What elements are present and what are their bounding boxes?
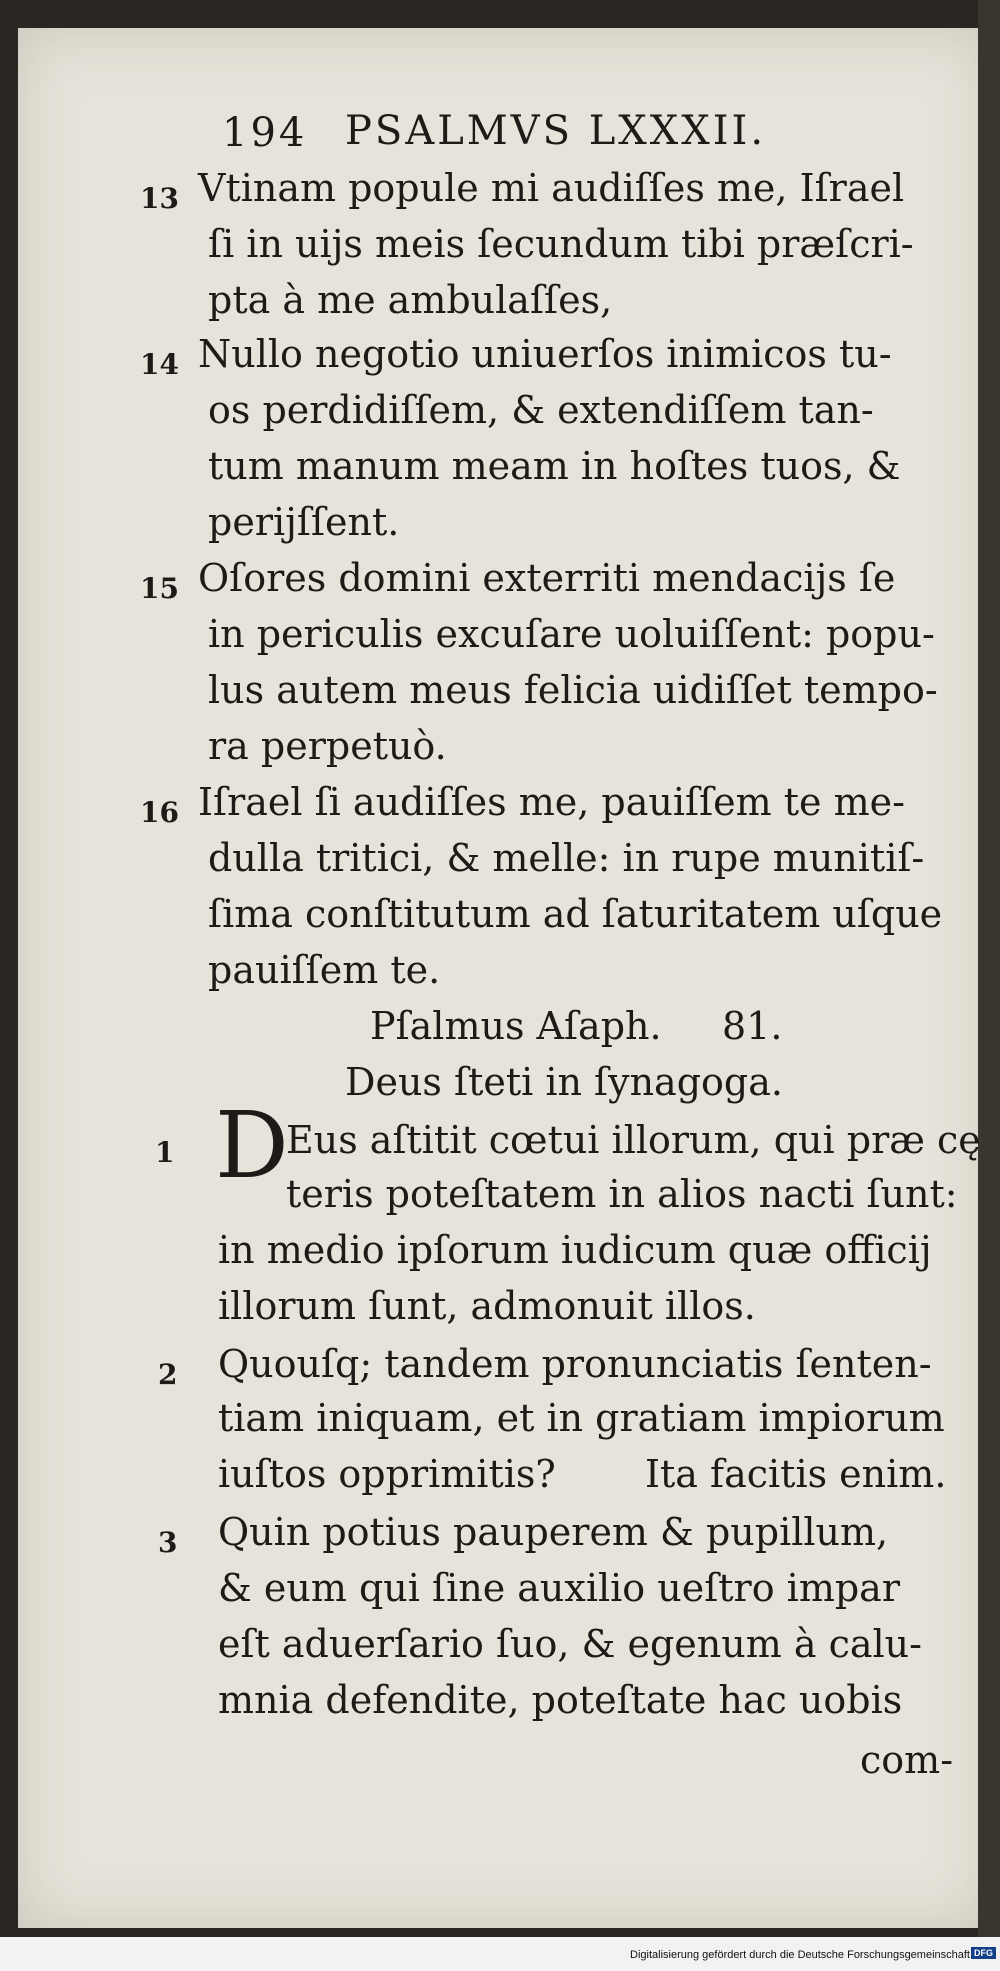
text-line: Eus aſtitit cœtui illorum, qui præ cę	[286, 1118, 981, 1162]
text-line: Nullo negotio uniuerſos inimicos tu-	[198, 332, 892, 376]
text-line: dulla tritici, & melle: in rupe munitiſ-	[208, 836, 925, 880]
text-line: pta à me ambulaſſes,	[208, 278, 613, 322]
dfg-logo: DFG	[971, 1947, 996, 1959]
text-line: mnia defendite, poteſtate hac uobis	[218, 1678, 903, 1722]
text-line: ſima conſtitutum ad ſaturitatem uſque	[208, 892, 943, 936]
text-line: Ita facitis enim.	[645, 1452, 947, 1496]
text-line: Vtinam popule mi audiſſes me, Iſrael	[198, 166, 905, 210]
text-line: ra perpetuò.	[208, 724, 447, 768]
drop-capital: D	[215, 1092, 289, 1199]
text-line: lus autem meus felicia uidiſſet tempo-	[208, 668, 938, 712]
text-line: tiam iniquam, et in gratiam impiorum	[218, 1396, 945, 1440]
running-title: PSALMVS LXXXII.	[345, 108, 767, 154]
text-line: Quouſq; tandem pronunciatis ſenten-	[218, 1342, 932, 1386]
psalm-subheading: Deus ſteti in ſynagoga.	[345, 1060, 783, 1104]
text-line: teris poteſtatem in alios nacti ſunt:	[286, 1172, 958, 1216]
text-line: ſi in uijs meis ſecundum tibi præſcri-	[208, 222, 914, 266]
verse-number: 2	[158, 1358, 178, 1391]
psalm-number: 81.	[722, 1004, 783, 1048]
verse-number: 15	[140, 572, 179, 605]
text-line: Quin potius pauperem & pupillum,	[218, 1510, 889, 1554]
catchword: com-	[860, 1738, 954, 1782]
text-line: pauiſſem te.	[208, 948, 441, 992]
text-line: illorum ſunt, admonuit illos.	[218, 1284, 756, 1328]
text-line: iuſtos opprimitis?	[218, 1452, 556, 1496]
footer-attribution: Digitalisierung gefördert durch die Deutsche Forschungsgemeinschaft	[630, 1949, 970, 1961]
page-edge	[978, 0, 1000, 1971]
text-line: tum manum meam in hoſtes tuos, &	[208, 444, 901, 488]
verse-number: 3	[158, 1526, 178, 1559]
digitization-footer	[0, 1937, 1000, 1971]
verse-number: 16	[140, 796, 179, 829]
verse-number: 13	[140, 182, 179, 215]
text-line: perijſſent.	[208, 500, 400, 544]
text-line: in medio ipſorum iudicum quæ officij	[218, 1228, 932, 1272]
verse-number: 14	[140, 348, 179, 381]
page-number: 194	[222, 110, 308, 156]
psalm-heading: Pſalmus Aſaph.	[370, 1004, 662, 1048]
text-line: eſt aduerſario ſuo, & egenum à calu-	[218, 1622, 922, 1666]
verse-number: 1	[155, 1136, 175, 1169]
text-line: & eum qui ſine auxilio ueſtro impar	[218, 1566, 900, 1610]
text-line: in periculis excuſare uoluiſſent: popu-	[208, 612, 935, 656]
text-line: os perdidiſſem, & extendiſſem tan-	[208, 388, 874, 432]
text-line: Oſores domini exterriti mendacijs ſe	[198, 556, 896, 600]
text-line: Iſrael ſi audiſſes me, pauiſſem te me-	[198, 780, 905, 824]
